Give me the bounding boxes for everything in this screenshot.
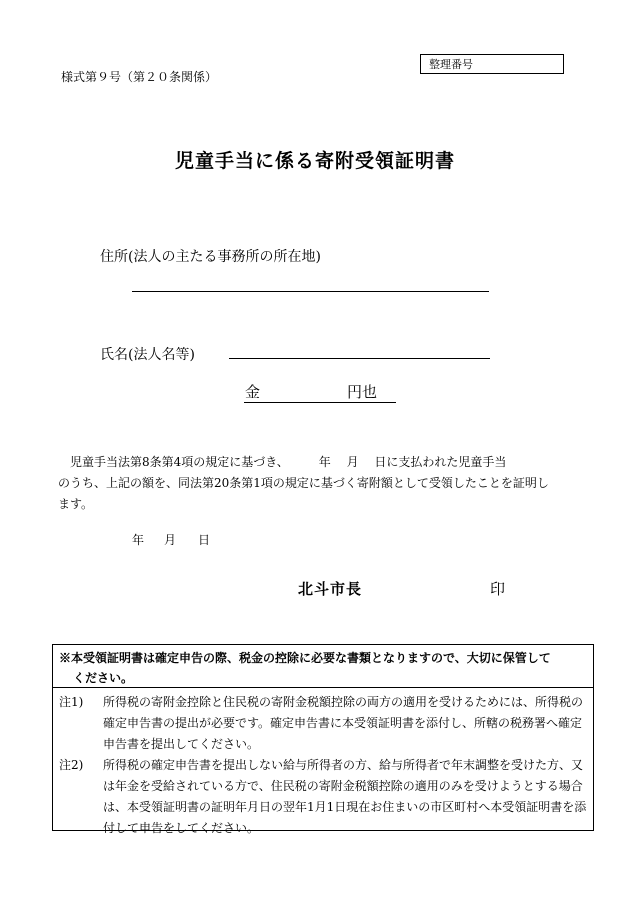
name-label: 氏名(法人名等) [100,347,195,363]
address-field-line [132,291,489,292]
certification-line-3: ます。 [58,497,94,511]
certification-line-1: 児童手当法第8条第4項の規定に基づき、 年 月 日に支払われた児童手当 [70,455,507,469]
amount-prefix: 金 [245,383,261,401]
amount-underline [244,402,396,403]
notes-box [52,644,594,835]
issue-date-day: 日 [198,533,211,547]
issue-date-year: 年 [132,533,145,547]
document-title: 児童手当に係る寄附受領証明書 [174,150,455,172]
certification-text [58,452,578,515]
name-field-line [229,358,490,359]
certification-line-2: のうち、上記の額を、同法第20条第1項の規定に基づく寄附額として受領したことを証明し [58,476,549,490]
issuer-title: 北斗市長 [298,580,363,598]
note-2-text: 所得税の確定申告書を提出しない給与所得者の方、給与所得者で年末調整を受けた方、又は年金を受給されている方で、住民税の寄附金税額控除の適用のみを受けようとする場合は、本受領証明書の証明年月日の翌年1月1日現在お住まいの市区町村へ本受領証明書を添付して申告をしてください。 [103,758,587,835]
seiri-bango-box: 整理番号 [420,54,564,74]
form-number: 様式第９号（第２０条関係） [61,70,218,84]
amount-suffix: 円也 [347,383,378,401]
address-label: 住所(法人の主たる事務所の所在地) [100,249,321,265]
important-notice-line-2: ください。 [73,671,134,685]
seal-mark: 印 [490,580,506,598]
note-1-label: 注1) [59,695,84,709]
note-2-label: 注2) [59,758,84,772]
issue-date-month: 月 [164,533,177,547]
note-1-text: 所得税の寄附金控除と住民税の寄附金税額控除の両方の適用を受けるためには、所得税の確定申告書の提出が必要です。確定申告書に本受領証明書を添付し、所轄の税務署へ確定申告書を提出してください。 [103,695,584,751]
important-notice-line-1: ※本受領証明書は確定申告の際、税金の控除に必要な書類となりますので、大切に保管して [59,651,551,665]
important-notice [53,645,593,688]
